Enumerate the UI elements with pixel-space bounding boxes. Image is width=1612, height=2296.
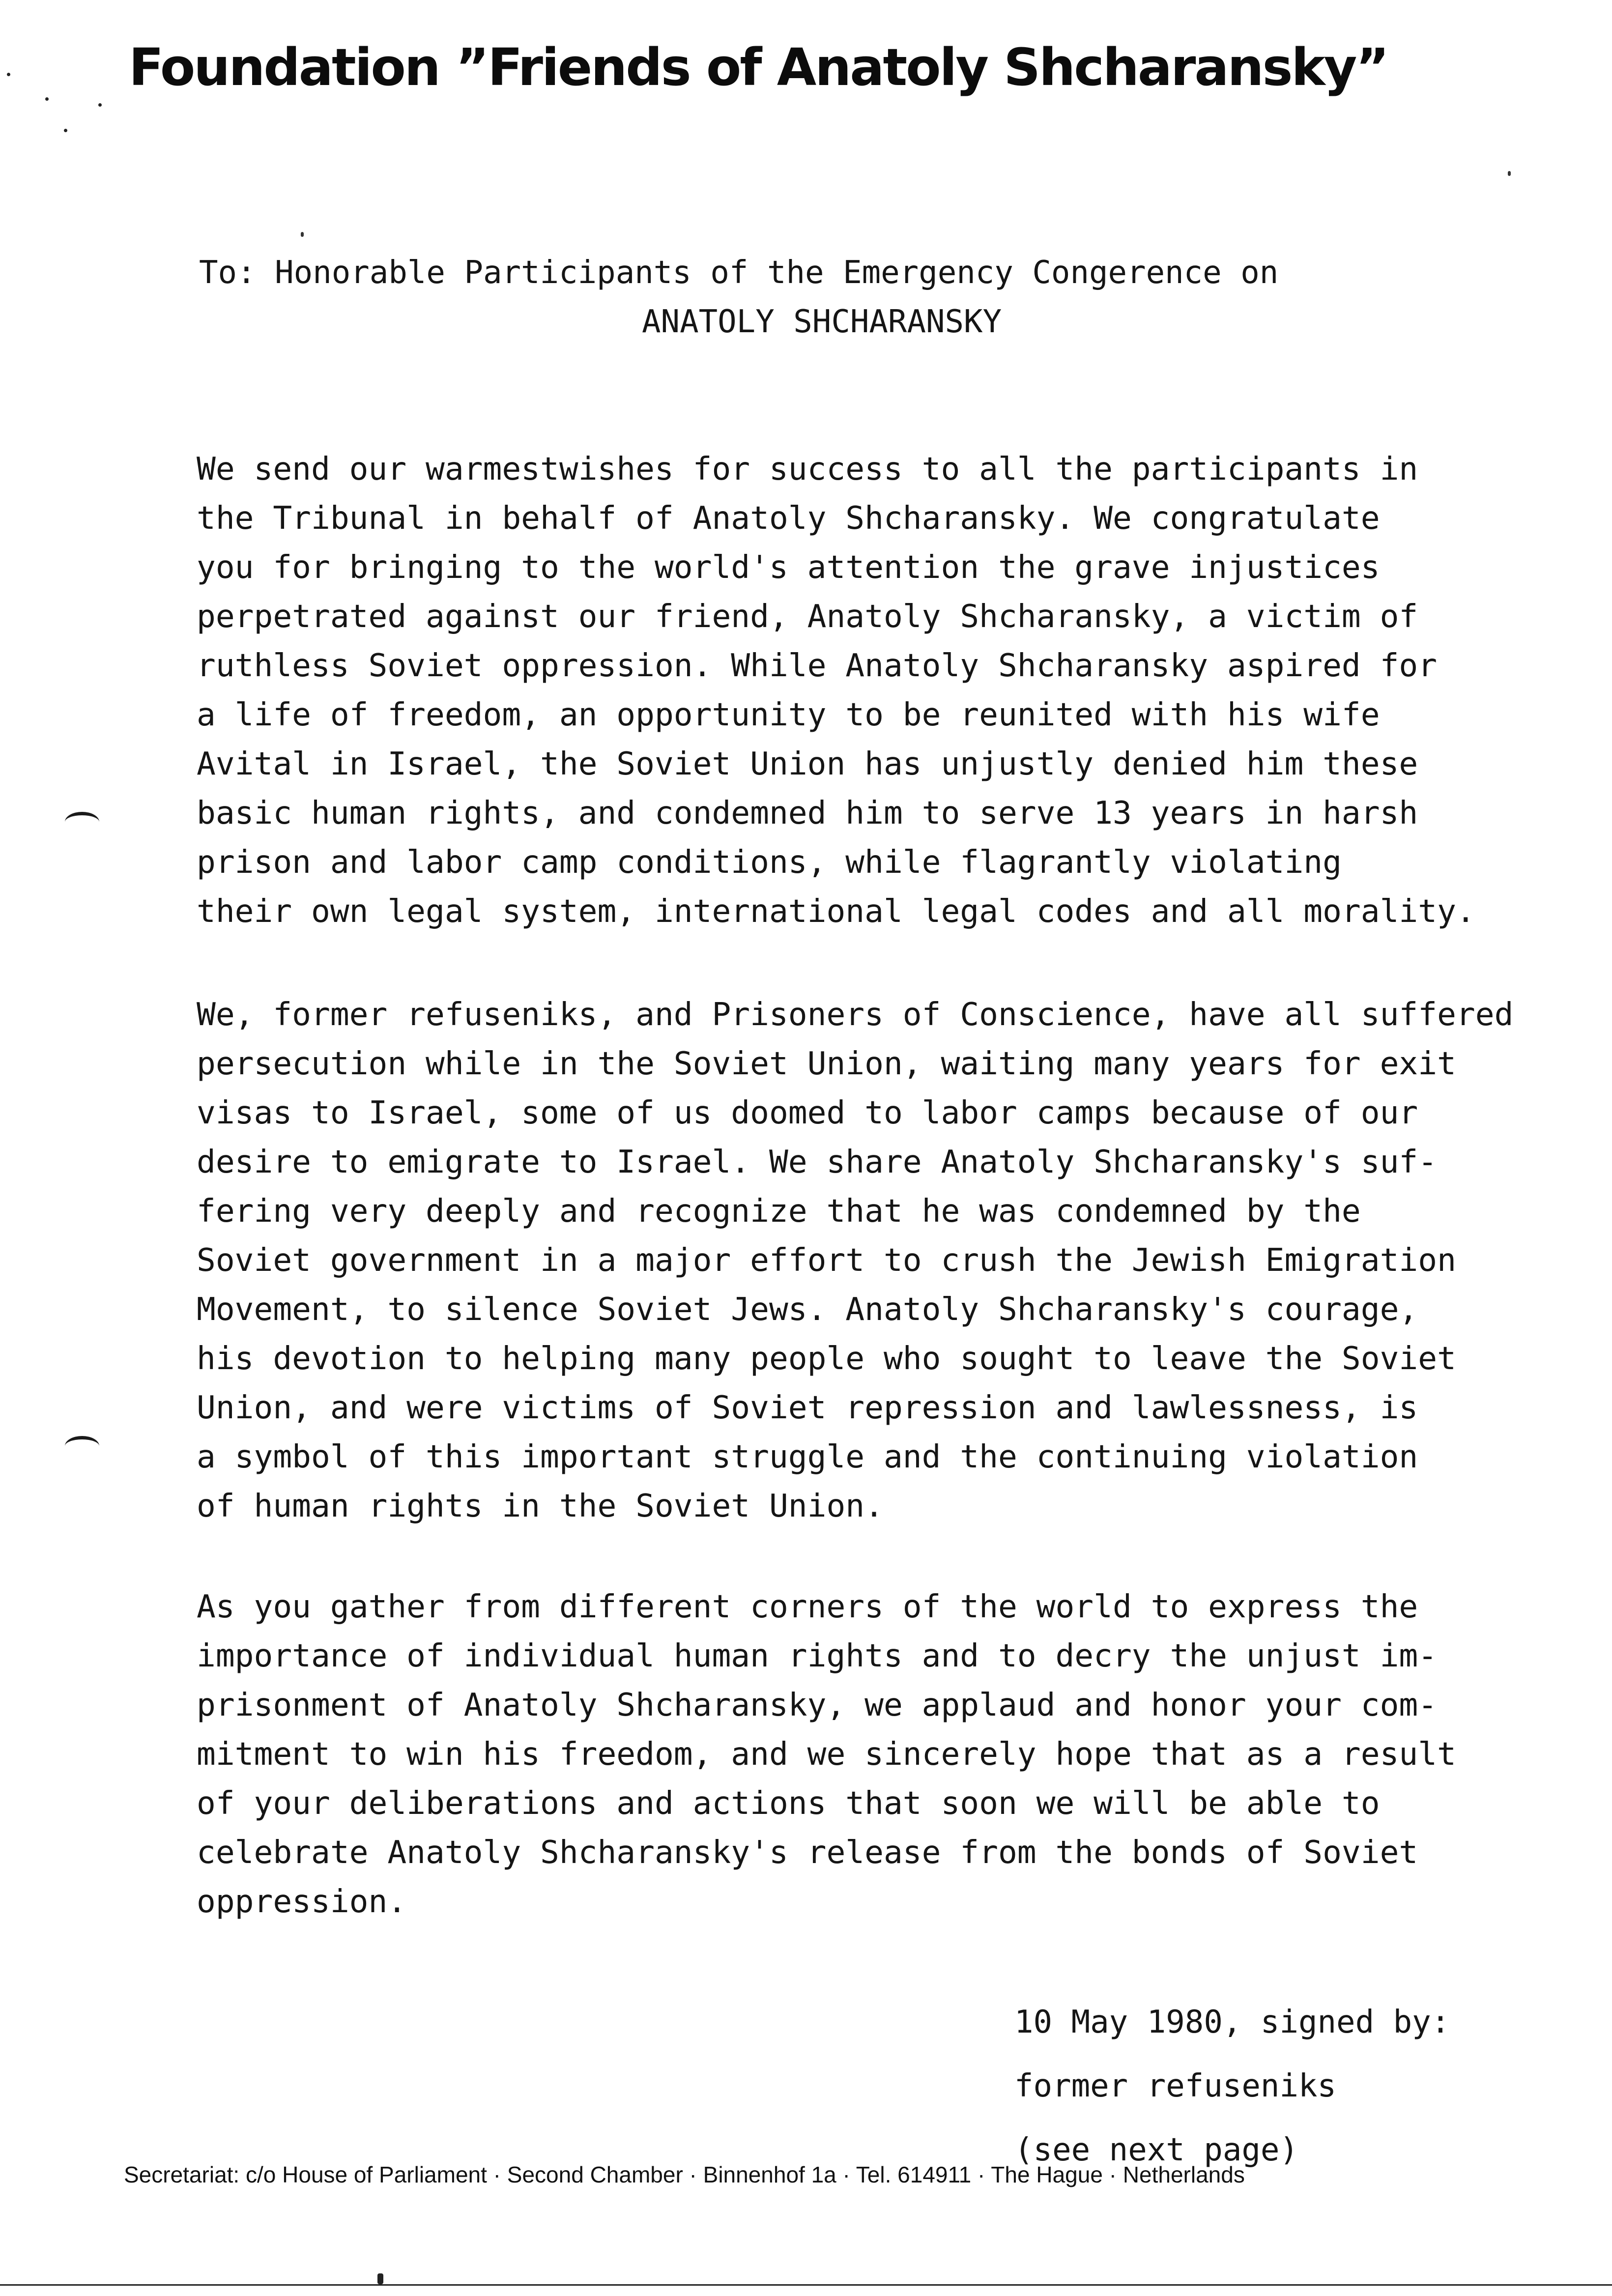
hole-punch-mark [65,812,99,832]
letterhead-title: Foundation ”Friends of Anatoly Shcharansky” [129,37,1388,97]
paragraph-line: ruthless Soviet oppression. While Anatoly Shcharansky aspired for [197,647,1438,684]
paragraph-line: the Tribunal in behalf of Anatoly Shcharansky. We congratulate [197,500,1380,537]
scan-speck [301,232,304,237]
signature-block [1014,1990,1450,2182]
addressee-line-1: To: Honorable Participants of the Emergency Congerence on [199,255,1279,291]
hole-punch-mark [65,1436,99,1456]
paragraph-line: mitment to win his freedom, and we sincerely hope that as a result [197,1736,1456,1773]
paragraph-line: their own legal system, international legal codes and all morality. [197,893,1475,930]
scan-speck [98,103,102,107]
paragraph-line: a life of freedom, an opportunity to be reunited with his wife [197,696,1380,733]
paragraph-line: desire to emigrate to Israel. We share Anatoly Shcharansky's suf- [197,1144,1438,1180]
paragraph-line: of your deliberations and actions that soon we will be able to [197,1785,1380,1822]
scan-speck [1508,171,1511,176]
scan-speck [45,97,49,101]
scan-speck [64,129,67,132]
bottom-edge-rule [0,2284,1612,2286]
signature-signers: former refuseniks [1014,2068,1337,2104]
paragraph-line: Union, and were victims of Soviet repression and lawlessness, is [197,1389,1418,1426]
paragraph-line: perpetrated against our friend, Anatoly Shcharansky, a victim of [197,598,1418,635]
paragraph-line: oppression. [197,1883,407,1920]
footer-address: Secretariat: c/o House of Parliament · Second Chamber · Binnenhof 1a · Tel. 614911 · The Hague · Netherlands [124,2162,1245,2187]
addressee-line-2: ANATOLY SHCHARANSKY [642,304,1002,340]
paragraph-line: importance of individual human rights and to decry the unjust im- [197,1637,1438,1674]
paragraph-line: fering very deeply and recognize that he was condemned by the [197,1193,1361,1230]
paragraph-line: prisonment of Anatoly Shcharansky, we applaud and honor your com- [197,1687,1438,1723]
paragraph-line: of human rights in the Soviet Union. [197,1488,884,1524]
paragraph-line: celebrate Anatoly Shcharansky's release from the bonds of Soviet [197,1834,1418,1871]
signature-date-line: 10 May 1980, signed by: [1014,2004,1450,2040]
scan-speck [377,2273,383,2284]
paragraph-line: a symbol of this important struggle and the continuing violation [197,1438,1418,1475]
paragraph-line: prison and labor camp conditions, while flagrantly violating [197,844,1342,881]
paragraph-line: basic human rights, and condemned him to serve 13 years in harsh [197,795,1418,832]
paragraph-line: his devotion to helping many people who sought to leave the Soviet [197,1340,1456,1377]
paragraph-line: you for bringing to the world's attention the grave injustices [197,549,1380,586]
paragraph-line: Movement, to silence Soviet Jews. Anatoly Shcharansky's courage, [197,1291,1418,1328]
paragraph-line: As you gather from different corners of the world to express the [197,1588,1418,1625]
paragraph-line: Soviet government in a major effort to crush the Jewish Emigration [197,1242,1456,1279]
paragraph-line: We, former refuseniks, and Prisoners of Conscience, have all suffered [197,996,1514,1033]
paragraph-line: visas to Israel, some of us doomed to labor camps because of our [197,1094,1418,1131]
scan-speck [7,73,10,76]
body-paragraph-2 [197,990,1573,1531]
signature-note: (see next page) [1014,2132,1298,2168]
paragraph-line: Avital in Israel, the Soviet Union has unjustly denied him these [197,746,1418,782]
paragraph-line: We send our warmestwishes for success to all the participants in [197,451,1418,488]
addressee-block [199,248,1278,346]
paragraph-line: persecution while in the Soviet Union, waiting many years for exit [197,1045,1456,1082]
body-paragraph-1 [197,445,1573,936]
body-paragraph-3 [197,1582,1573,1926]
